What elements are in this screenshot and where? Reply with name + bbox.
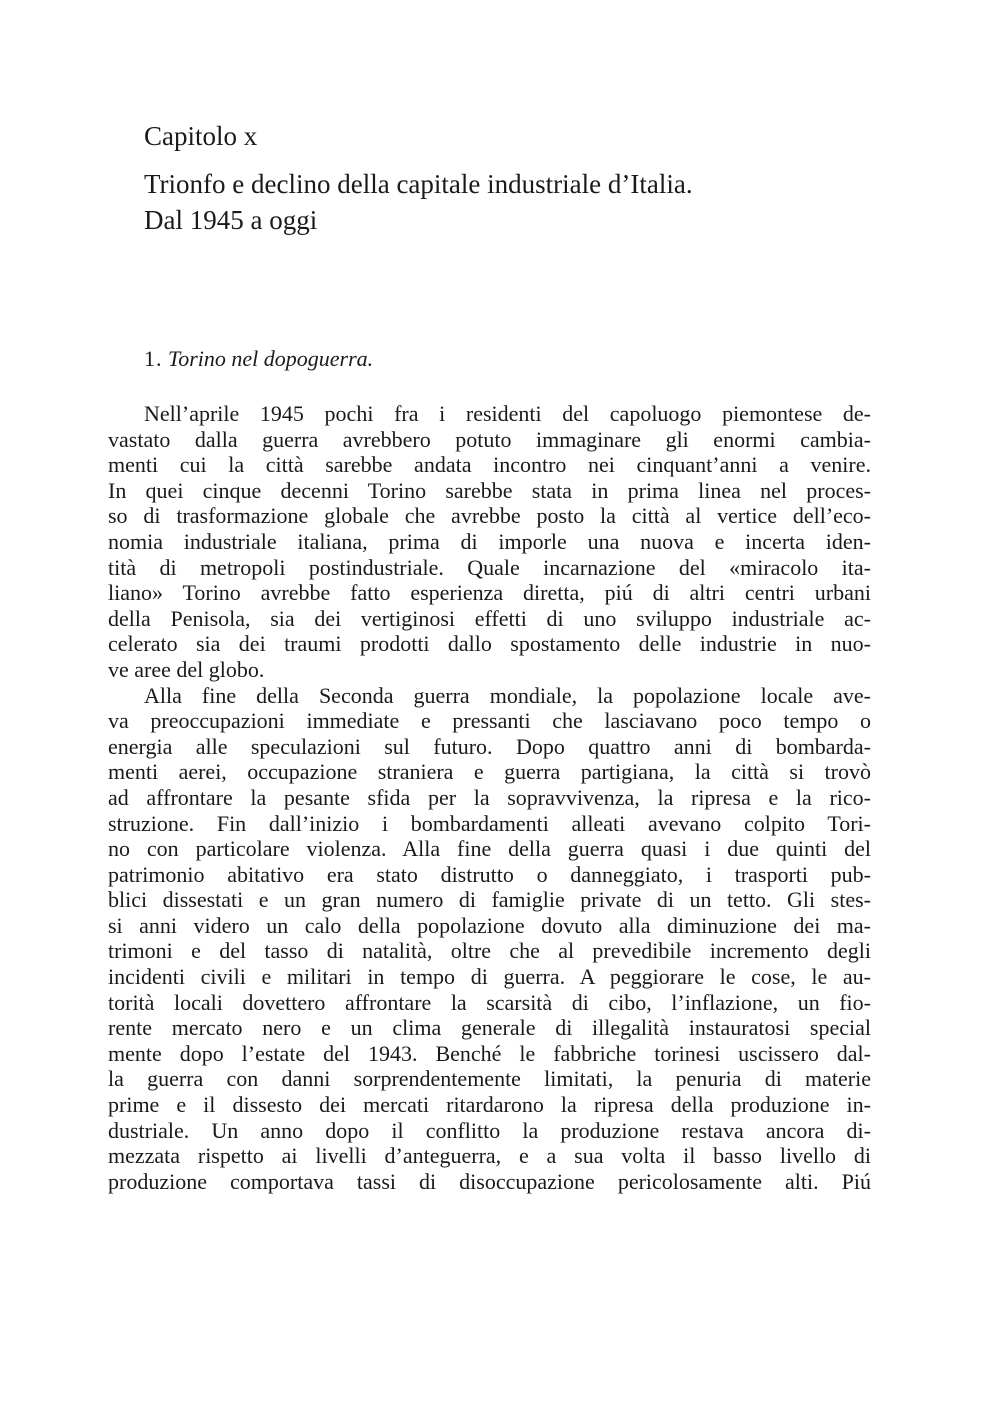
text-line: blici dissestati e un gran numero di famiglie private di un tetto. Gli stes- — [108, 887, 871, 913]
text-line: dustriale. Un anno dopo il conflitto la produzione restava ancora di- — [108, 1117, 871, 1143]
body-text — [108, 401, 871, 1194]
section-title: Torino nel dopoguerra. — [168, 346, 374, 371]
text-line: liano» Torino avrebbe fatto esperienza diretta, piú di altri centri urbani — [108, 580, 871, 606]
text-line: rente mercato nero e un clima generale di illegalità instauratosi special — [108, 1015, 871, 1041]
text-line: so di trasformazione globale che avrebbe posto la città al vertice dell’eco- — [108, 503, 871, 529]
text-line: vastato dalla guerra avrebbero potuto immaginare gli enormi cambia- — [108, 426, 871, 452]
text-line: della Penisola, sia dei vertiginosi effetti di uno sviluppo industriale ac- — [108, 605, 871, 631]
chapter-title — [144, 166, 693, 238]
chapter-title-line: Trionfo e declino della capitale industriale d’Italia. — [144, 169, 693, 199]
text-line: struzione. Fin dall’inizio i bombardamenti alleati avevano colpito Tori- — [108, 810, 871, 836]
text-line: la guerra con danni sorprendentemente limitati, la penuria di materie — [108, 1066, 871, 1092]
text-line: tità di metropoli postindustriale. Quale incarnazione del «miracolo ita- — [108, 554, 871, 580]
text-line: In quei cinque decenni Torino sarebbe stata in prima linea nel proces- — [108, 477, 871, 503]
text-line: torità locali dovettero affrontare la scarsità di cibo, l’inflazione, un fio- — [108, 989, 871, 1015]
text-line: ad affrontare la pesante sfida per la sopravvivenza, la ripresa e la rico- — [108, 784, 871, 810]
text-line: energia alle speculazioni sul futuro. Dopo quattro anni di bombarda- — [108, 733, 871, 759]
text-line: va preoccupazioni immediate e pressanti che lasciavano poco tempo o — [108, 708, 871, 734]
section-heading — [144, 344, 373, 374]
text-line: no con particolare violenza. Alla fine della guerra quasi i due quinti del — [108, 836, 871, 862]
text-line: produzione comportava tassi di disoccupazione pericolosamente alti. Piú — [108, 1168, 871, 1194]
text-line: prime e il dissesto dei mercati ritardarono la ripresa della produzione in- — [108, 1092, 871, 1118]
text-line: nomia industriale italiana, prima di imporle una nuova e incerta iden- — [108, 528, 871, 554]
text-line: mezzata rispetto ai livelli d’anteguerra, e a sua volta il basso livello di — [108, 1143, 871, 1169]
paragraph — [108, 401, 871, 683]
text-line: celerato sia dei traumi prodotti dallo spostamento delle industrie in nuo- — [108, 631, 871, 657]
text-line: Alla fine della Seconda guerra mondiale, la popolazione locale ave- — [144, 682, 871, 708]
text-line: patrimonio abitativo era stato distrutto o danneggiato, i trasporti pub- — [108, 861, 871, 887]
text-line: mente dopo l’estate del 1943. Benché le fabbriche torinesi uscissero dal- — [108, 1040, 871, 1066]
text-line: trimoni e del tasso di natalità, oltre che al prevedibile incremento degli — [108, 938, 871, 964]
paragraph — [108, 683, 871, 1195]
text-line: menti cui la città sarebbe andata incontro nei cinquant’anni a venire. — [108, 452, 871, 478]
text-line: si anni videro un calo della popolazione dovuto alla diminuzione dei ma- — [108, 912, 871, 938]
text-line: incidenti civili e militari in tempo di guerra. A peggiorare le cose, le au- — [108, 964, 871, 990]
section-number: 1. — [144, 346, 163, 371]
chapter-title-line: Dal 1945 a oggi — [144, 205, 318, 235]
text-line: menti aerei, occupazione straniera e guerra partigiana, la città si trovò — [108, 759, 871, 785]
text-line: ve aree del globo. — [108, 656, 265, 682]
chapter-label: Capitolo x — [144, 121, 258, 151]
text-line: Nell’aprile 1945 pochi fra i residenti del capoluogo piemontese de- — [144, 401, 871, 426]
